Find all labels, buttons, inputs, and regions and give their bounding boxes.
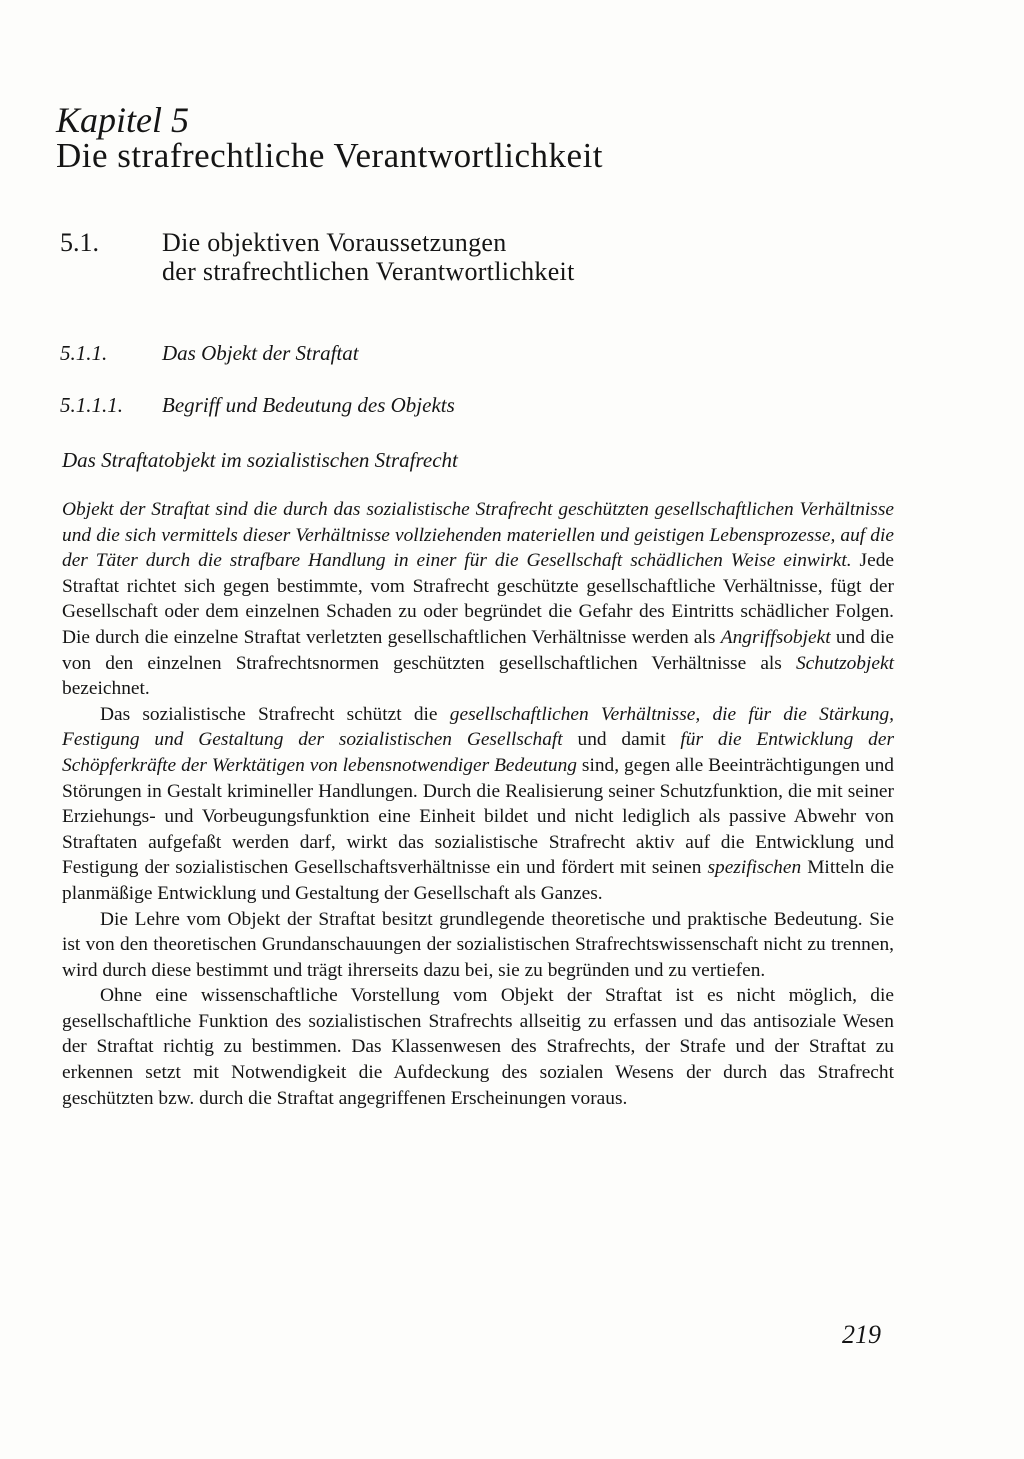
definition-text: Objekt der Straftat sind die durch das sozialistische Strafrecht geschützten gesellschaftlichen Verhältnisse und die sich vermittels dieser Verhältnisse vollziehenden materiellen und geistigen Lebensprozesse, auf die der Täter durch die strafbare Handlung in einer für die Gesellschaft schädlichen Weise einwirkt.: [62, 499, 894, 572]
paragraph-2-text-d: Mitteln die planmäßige Entwicklung und Gestaltung der Gesellschaft als Ganzes.: [62, 857, 894, 904]
subsection-title: Das Objekt der Straftat: [162, 341, 359, 365]
paragraph-2-emphasis-c: spezifischen: [707, 857, 802, 879]
section-number: 5.1.: [60, 228, 99, 257]
paragraph-2-emphasis-b: für die Entwicklung der Schöpferkräfte der Werktätigen von lebensnotwendiger Bedeutung: [62, 729, 894, 776]
chapter-label: Kapitel 5: [56, 100, 189, 140]
term-angriffsobjekt: Angriffsobjekt: [720, 626, 831, 648]
paragraph-4: Ohne eine wissenschaftliche Vorstellung vom Objekt der Straftat ist es nicht möglich, die gesellschaftliche Funktion des sozialistischen Strafrechts allseitig zu erfassen und das antisoziale Wesen der Straftat richtig zu bestimmen. Das Klassenwesen des Strafrechts, der Strafe und der Straftat zu erkennen setzt mit Notwendigkeit die Aufdeckung des sozialen Wesens der durch das Strafrecht geschützten bzw. durch die Straftat angegriffenen Erscheinungen voraus.: [62, 985, 894, 1109]
paragraph-1-text-a: Jede Straftat richtet sich gegen bestimmte, vom Strafrecht geschützte gesellschaftliche Verhältnisse, fügt der Gesellschaft oder dem einzelnen Schaden zu oder begründet die Gefahr des Eintritts schädlicher Folgen. Die durch die einzelne Straftat verletzten gesellschaftlichen Verhältnisse werden als: [62, 550, 894, 648]
paragraph-2-text-b: und damit: [562, 729, 681, 751]
paragraph-2-text-c: sind, gegen alle Beeinträchtigungen und Störungen in Gestalt krimineller Handlungen. Durch die Realisierung seiner Schutzfunktion, die mit seiner Erziehungs- und Vorbeugungsfunktion eine Einheit bildet und nicht lediglich als passive Abwehr von Straftaten aufgefaßt werden darf, wirkt das sozialistische Strafrecht aktiv auf die Entwicklung und Festigung der sozialistischen Gesellschaftsverhältnisse ein und fördert mit seinen: [62, 754, 894, 879]
term-schutzobjekt: Schutzobjekt: [795, 652, 894, 674]
page-number: 219: [842, 1320, 881, 1349]
subsubsection-title: Begriff und Bedeutung des Objekts: [162, 393, 455, 417]
subsubsection-number: 5.1.1.1.: [60, 393, 123, 417]
chapter-title: Die strafrechtliche Verantwortlichkeit: [56, 136, 604, 175]
paragraph-2-emphasis-a: gesellschaftlichen Verhältnisse, die für die Stärkung, Festigung und Gestaltung der sozialistischen Gesellschaft: [62, 703, 894, 751]
subheading: Das Straftatobjekt im sozialistischen Strafrecht: [62, 448, 458, 472]
section-title: [162, 228, 575, 286]
section-title-line2: der strafrechtlichen Verantwortlichkeit: [162, 257, 575, 286]
body-text: [62, 497, 894, 1111]
paragraph-2: [62, 702, 894, 907]
paragraph-1: [62, 497, 894, 702]
paragraph-1-text-b: und die von den einzelnen Strafrechtsnormen geschützten gesellschaftlichen Verhältnisse als: [62, 626, 894, 674]
paragraph-3: Die Lehre vom Objekt der Straftat besitzt grundlegende theoretische und praktische Bedeutung. Sie ist von den theoretischen Grundanschauungen der sozialistischen Strafrechtswissenschaft nicht zu trennen, wird durch diese bestimmt und trägt ihrerseits dazu bei, sie zu begründen und zu vertiefen.: [62, 908, 894, 981]
section-title-line1: Die objektiven Voraussetzungen: [162, 228, 507, 257]
subsection-number: 5.1.1.: [60, 341, 108, 365]
paragraph-1-text-c: bezeichnet.: [62, 678, 150, 700]
paragraph-2-text-a: Das sozialistische Strafrecht schützt die: [100, 703, 450, 725]
